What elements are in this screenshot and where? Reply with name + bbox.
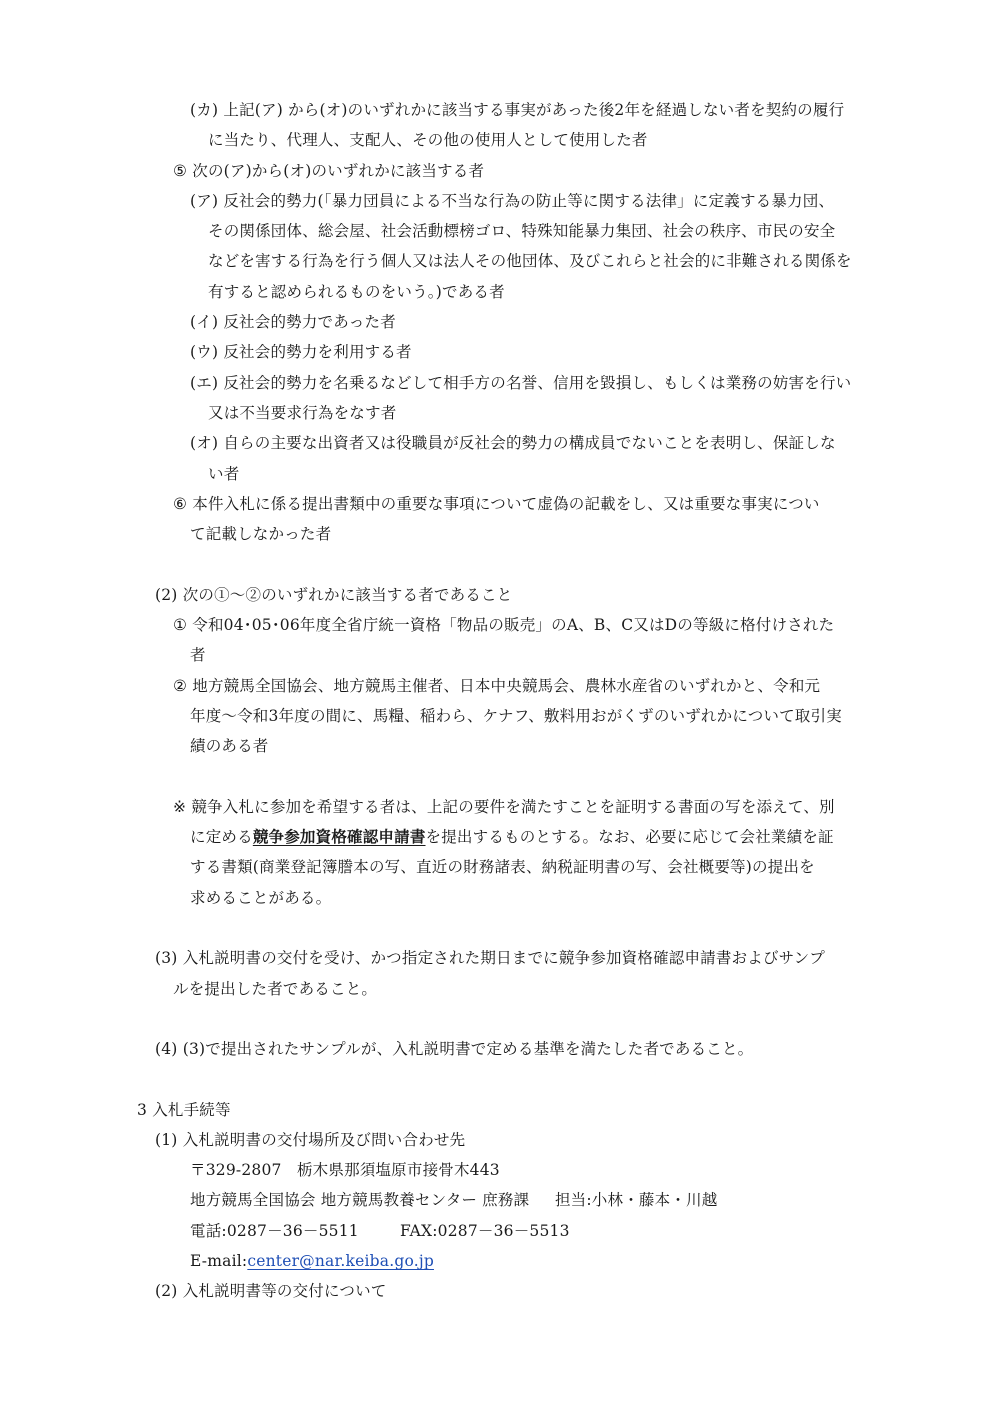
- item5-i-text: 反社会的勢力であった者: [223, 313, 396, 331]
- address: 栃木県那須塩原市接骨木443: [296, 1161, 500, 1179]
- item5-o-line1: [190, 433, 836, 453]
- sec3-line1: [155, 948, 825, 968]
- sec2-heading: [155, 585, 512, 605]
- section3-p2-title: 入札説明書等の交付について: [182, 1282, 387, 1300]
- item5-marker: ⑤: [173, 162, 188, 180]
- sec3-text: 入札説明書の交付を受け、かつ指定された期日までに競争参加資格確認申請書およびサンプ: [182, 949, 826, 967]
- sec2-text: 次の①～②のいずれかに該当する者であること: [182, 586, 513, 604]
- sec2-item1-text: 令和04･05･06年度全省庁統一資格「物品の販売」のA、B、C又はDの等級に格付けされた: [192, 616, 835, 634]
- sec3-marker: (3): [155, 949, 178, 967]
- sec2-item1-line1: [173, 615, 834, 635]
- org-line: [190, 1190, 717, 1210]
- address-line: [190, 1160, 500, 1180]
- organization: 地方競馬全国協会 地方競馬教養センター 庶務課: [190, 1191, 530, 1209]
- note-line2-pre: に定める: [190, 828, 253, 846]
- item5-u-text: 反社会的勢力を利用する者: [223, 343, 412, 361]
- section3-p1-title: 入札説明書の交付場所及び問い合わせ先: [182, 1131, 466, 1149]
- item6-line2: て記載しなかった者: [190, 525, 332, 543]
- section3-title: 入札手続等: [152, 1101, 231, 1119]
- sec2-item1-line2: 者: [190, 646, 206, 664]
- section3-p1-marker: (1): [155, 1131, 178, 1149]
- sec3-line2: ルを提出した者であること。: [173, 980, 378, 998]
- section3-heading: [137, 1100, 231, 1120]
- telephone: 電話:0287－36－5511: [190, 1222, 359, 1240]
- item5-a-text: 反社会的勢力(「暴力団員による不当な行為の防止等に関する法律」に定義する暴力団、: [223, 192, 835, 210]
- item5-i: [190, 312, 396, 332]
- sec4-marker: (4): [155, 1040, 178, 1058]
- item5-o-marker: (オ): [190, 434, 219, 452]
- item5-o-line2: い者: [208, 465, 240, 483]
- email-line: [190, 1251, 434, 1271]
- item5-u: [190, 342, 412, 362]
- note-line1: [173, 797, 835, 817]
- item6-text: 本件入札に係る提出書類中の重要な事項について虚偽の記載をし、又は重要な事実につい: [192, 495, 820, 513]
- item5-u-marker: (ウ): [190, 343, 219, 361]
- item5-a-line1: [190, 191, 834, 211]
- item-ka-line2: に当たり、代理人、支配人、その他の使用人として使用した者: [208, 131, 648, 149]
- note-marker: ※: [173, 798, 187, 816]
- note-line4: 求めることがある。: [190, 889, 332, 907]
- note-text: 競争入札に参加を希望する者は、上記の要件を満たすことを証明する書面の写を添えて、別: [191, 798, 835, 816]
- sec2-item2-line3: 績のある者: [190, 737, 269, 755]
- item-ka-marker: (カ): [190, 101, 219, 119]
- fax: FAX:0287－36－5513: [399, 1222, 570, 1240]
- phone-line: [190, 1221, 570, 1241]
- item6-marker: ⑥: [173, 495, 188, 513]
- note-line3: する書類(商業登記簿謄本の写、直近の財務諸表、納税証明書の写、会社概要等)の提出を: [190, 858, 815, 876]
- item5-heading: [173, 161, 484, 181]
- item5-e-text: 反社会的勢力を名乗るなどして相手方の名誉、信用を毀損し、もしくは業務の妨害を行い: [223, 374, 852, 392]
- item5-a-line2: その関係団体、総会屋、社会活動標榜ゴロ、特殊知能暴力集団、社会の秩序、市民の安全: [208, 222, 836, 240]
- postal-code: 〒329-2807: [190, 1161, 282, 1179]
- item5-a-line3: などを害する行為を行う個人又は法人その他団体、及びこれらと社会的に非難される関係を: [208, 252, 852, 270]
- application-form-name: 競争参加資格確認申請書: [252, 827, 426, 846]
- sec2-item2-line2: 年度～令和3年度の間に、馬糧、稲わら、ケナフ、敷料用おがくずのいずれかについて取引実: [190, 707, 842, 725]
- item5-o-text: 自らの主要な出資者又は役職員が反社会的勢力の構成員でないことを表明し、保証しな: [223, 434, 836, 452]
- item5-e-marker: (エ): [190, 374, 219, 392]
- sec2-item2-marker: ②: [173, 677, 188, 695]
- contact-persons: 担当:小林・藤本・川越: [554, 1191, 718, 1209]
- note-line2-post: を提出するものとする。なお、必要に応じて会社業績を証: [425, 828, 834, 846]
- item5-i-marker: (イ): [190, 313, 219, 331]
- email-link[interactable]: center@nar.keiba.go.jp: [247, 1252, 434, 1270]
- item5-e-line2: 又は不当要求行為をなす者: [208, 404, 397, 422]
- note-line2: [190, 827, 834, 847]
- sec2-item2-text: 地方競馬全国協会、地方競馬主催者、日本中央競馬会、農林水産省のいずれかと、令和元: [192, 677, 821, 695]
- item-ka-text: 上記(ア) から(オ)のいずれかに該当する事実があった後2年を経過しない者を契約の履行: [223, 101, 845, 119]
- sec4-text: (3)で提出されたサンプルが、入札説明書で定める基準を満たした者であること。: [182, 1040, 754, 1058]
- sec2-item2-line1: [173, 676, 820, 696]
- item6-line1: [173, 494, 820, 514]
- sec2-item1-marker: ①: [173, 616, 188, 634]
- item5-text: 次の(ア)から(オ)のいずれかに該当する者: [192, 162, 485, 180]
- section3-marker: 3: [137, 1101, 148, 1119]
- section3-p2-marker: (2): [155, 1282, 178, 1300]
- section3-p1-heading: [155, 1130, 465, 1150]
- email-label: E-mail:: [190, 1252, 248, 1270]
- item5-a-marker: (ア): [190, 192, 219, 210]
- sec2-marker: (2): [155, 586, 178, 604]
- item5-a-line4: 有すると認められるものをいう。)である者: [208, 283, 505, 301]
- item-ka-line1: [190, 100, 844, 120]
- item5-e-line1: [190, 373, 851, 393]
- section3-p2-heading: [155, 1281, 387, 1301]
- sec4-line: [155, 1039, 753, 1059]
